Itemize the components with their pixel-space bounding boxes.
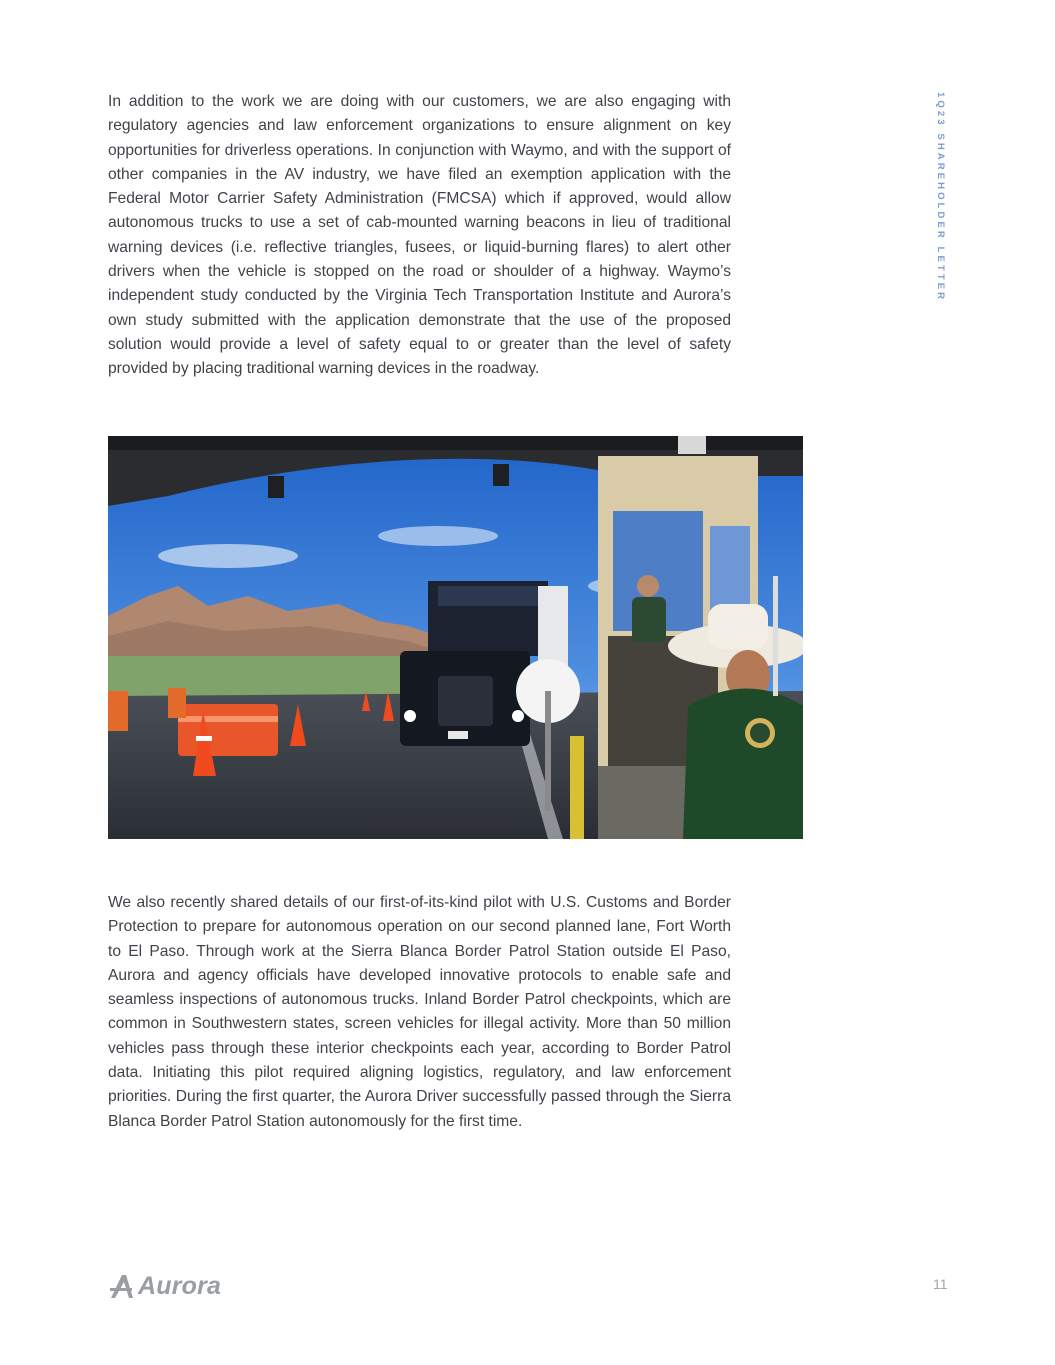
aurora-logo-mark-icon xyxy=(108,1271,138,1301)
body-paragraph-1: In addition to the work we are doing with our customers, we are also engaging with regulatory agencies and law enforcement organizations to ensure alignment on key opportunities for driverless operations. In conjunction with Waymo, and with the support of other companies in the AV industry, we have filed an exemption application with the Federal Motor Carrier Safety Administration (FMCSA) which if approved, would allow autonomous trucks to use a set of cab-mounted warning beacons in lieu of traditional warning devices (i.e. reflective triangles, fusees, or liquid-burning flares) to alert other drivers when the vehicle is stopped on the road or shoulder of a highway. Waymo’s independent study conducted by the Virginia Tech Transportation Institute and Aurora’s own study submitted with the application demonstrate that the use of the proposed solution would provide a level of safety equal to or greater than the level of safety provided by placing traditional warning devices in the roadway. xyxy=(108,93,731,378)
side-label-document-title: 1Q23 SHAREHOLDER LETTER xyxy=(935,92,946,303)
page-number: 11 xyxy=(933,1276,948,1292)
aurora-logo-text: Aurora xyxy=(138,1271,222,1300)
body-paragraph-2: We also recently shared details of our first-of-its-kind pilot with U.S. Customs and Border Protection to prepare for autonomous operation on our second planned lane, Fort Worth to El Paso. Through work at the Sierra Blanca Border Patrol Station outside El Paso, Aurora and agency officials have developed innovative protocols to enable safe and seamless inspections of autonomous trucks. Inland Border Patrol checkpoints, which are common in Southwestern states, screen vehicles for illegal activity. More than 50 million vehicles pass through these interior checkpoints each year, according to Border Patrol data. Initiating this pilot required aligning logistics, regulatory, and law enforcement priorities. During the first quarter, the Aurora Driver successfully passed through the Sierra Blanca Border Patrol Station autonomously for the first time. xyxy=(108,894,731,1130)
aurora-logo xyxy=(108,1270,221,1302)
border-checkpoint-photo xyxy=(108,436,803,839)
